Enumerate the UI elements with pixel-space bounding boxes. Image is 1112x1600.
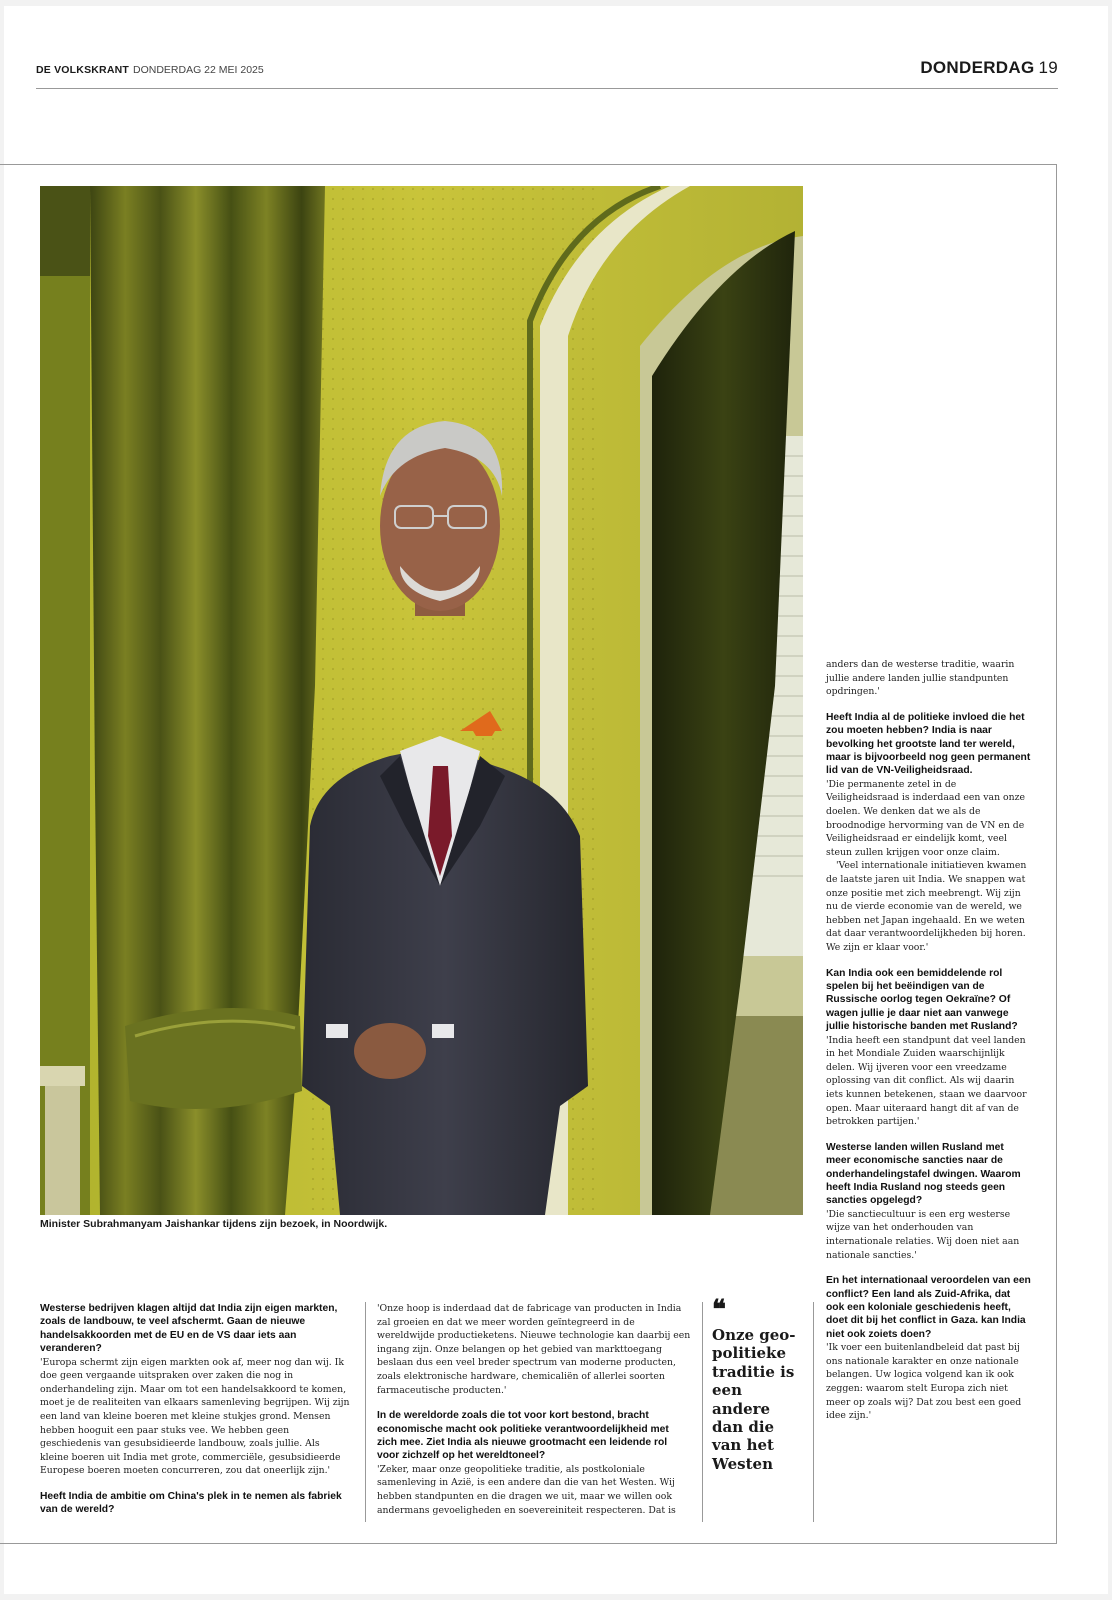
page-number: 19 (1038, 58, 1058, 77)
question-3: In de wereldorde zoals die tot voor kort bestond, bracht economische macht ook politieke verantwoordelijkheid met zich mee. Ziet India als nieuwe grootmacht een leidende rol voor zichzelf op het wereldtoneel? (377, 1410, 669, 1462)
answer-6: 'Die sanctiecultuur is een erg westerse wijze van het onderhouden van internationale relaties. Wij doen niet aan nationale sancties.' (826, 1208, 1020, 1261)
answer-4: 'Die permanente zetel in de Veiligheidsraad is inderdaad een van onze doelen. We denken dat we als de broodnodige hervorming van de VN en de Veiligheidsraad er eindelijk komt, veel steun zullen krijgen voor onze claim. (826, 778, 1026, 858)
answer-3-continued: anders dan de westerse traditie, waarin jullie andere landen jullie standpunten opdringen.' (826, 659, 1015, 698)
answer-5: 'India heeft een standpunt dat veel landen in het Mondiale Zuiden waarschijnlijk delen. Wij ijveren voor een vreedzame oplossing van dit conflict. Als wij daarin iets kunnen betekenen, staan we daarvoor open. Maar uiteraard hangt dit af van de betrokken partijen.' (826, 1034, 1027, 1128)
issue-date: DONDERDAG 22 MEI 2025 (133, 64, 264, 76)
question-7: En het internationaal veroordelen van een conflict? Een land als Zuid-Afrika, dat ook een koloniale geschiedenis heeft, doet dit bij het conflict in Gaza. kan India niet ook zoiets doen? (826, 1275, 1031, 1340)
question-5: Kan India ook een bemiddelende rol spelen bij het beëindigen van de Russische oorlog tegen Oekraïne? Of wagen jullie je daar niet aan vanwege jullie historische banden met Rusland? (826, 967, 1018, 1033)
question-6: Westerse landen willen Rusland met meer economische sancties naar de onderhandelingstafel dwingen. Waarom heeft India Rusland nog steeds geen sancties opgelegd? (826, 1141, 1021, 1207)
answer-1: 'Europa schermt zijn eigen markten ook af, meer nog dan wij. Ik doe geen vergaande uitspraken over zaken die nog in onderhandeling zijn. Maar om tot een handelsakkoord te komen, moet je de realiteiten van elkaars samenleving begrijpen. Wij zijn een land van kleine boeren met kleine stukjes grond. Mensen hebben hooguit een paar stuks vee. We hebben geen geschiedenis van gesubsidieerde landbouw, zoals jullie. Als kleine boeren uit India met grote, commerciële, gesubsidieerde Europese boeren moeten concurreren, zou dat oneerlijk zijn.' (40, 1356, 350, 1477)
photo-caption: Minister Subrahmanyam Jaishankar tijdens zijn bezoek, in Noordwijk. (40, 1218, 388, 1230)
pull-quote (712, 1295, 796, 1473)
answer-3: 'Zeker, maar onze geopolitieke traditie, als postkoloniale samenleving in Azië, is een andere dan die van het Westen. Wij hebben standpunten en die dragen we uit, maar we willen ook andermans gevoeligheden en soevereiniteit respecteren. Dat is (377, 1463, 676, 1516)
question-2: Heeft India de ambitie om China's plek in te nemen als fabriek van de wereld? (40, 1490, 342, 1516)
column-1 (40, 1302, 350, 1517)
column-divider (702, 1302, 703, 1522)
question-4: Heeft India al de politieke invloed die het zou moeten hebben? India is naar bevolking het grootste land ter wereld, maar is bijvoorbeeld nog geen permanent lid van de VN-Veiligheidsraad. (826, 711, 1031, 777)
masthead: DE VOLKSKRANT (36, 64, 130, 76)
question-1: Westerse bedrijven klagen altijd dat India zijn eigen markten, zoals de landbouw, te veel afschermt. Gaan de nieuwe handelsakkoorden met de EU en de VS daar iets aan veranderen? (40, 1303, 338, 1355)
quote-mark-icon: ❝ (712, 1295, 726, 1325)
column-2 (377, 1302, 691, 1517)
section-name: DONDERDAG (920, 58, 1035, 77)
column-3 (826, 658, 1031, 1423)
answer-4-continued: 'Veel internationale initiatieven kwamen de laatste jaren uit India. We snappen wat onze positie met zich meebrengt. Wij zijn nu de vierde economie van de wereld, we hebben net Japan ingehaald. En we weten dat daar verantwoordelijkheden bij horen. We zijn er klaar voor.' (826, 860, 1027, 953)
page-header (36, 56, 1058, 89)
column-divider (813, 1302, 814, 1522)
answer-7: 'Ik voer een buitenlandbeleid dat past bij ons nationale karakter en onze nationale belangen. Uw logica volgend kan ik ook zeggen: waarom stelt Europa zich niet meer op zoals wij? Dat zou best een goed idee zijn.' (826, 1342, 1022, 1422)
portrait-photo (40, 186, 803, 1215)
column-divider (365, 1302, 366, 1522)
section-header (920, 58, 1058, 78)
answer-2: 'Onze hoop is inderdaad dat de fabricage van producten in India zal groeien en dat we meer worden geïntegreerd in de wereldwijde productieketens. Nieuwe technologie kan daarbij een ingang zijn. Onze belangen op het gebied van markttoegang beslaan dus een veel breder spectrum van moderne producten, zoals elektronische hardware, chemicaliën of allerlei soorten farmaceutische producten.' (377, 1303, 691, 1396)
pull-quote-text: Onze geo-politieke traditie is een andere dan die van het Westen (712, 1326, 796, 1473)
